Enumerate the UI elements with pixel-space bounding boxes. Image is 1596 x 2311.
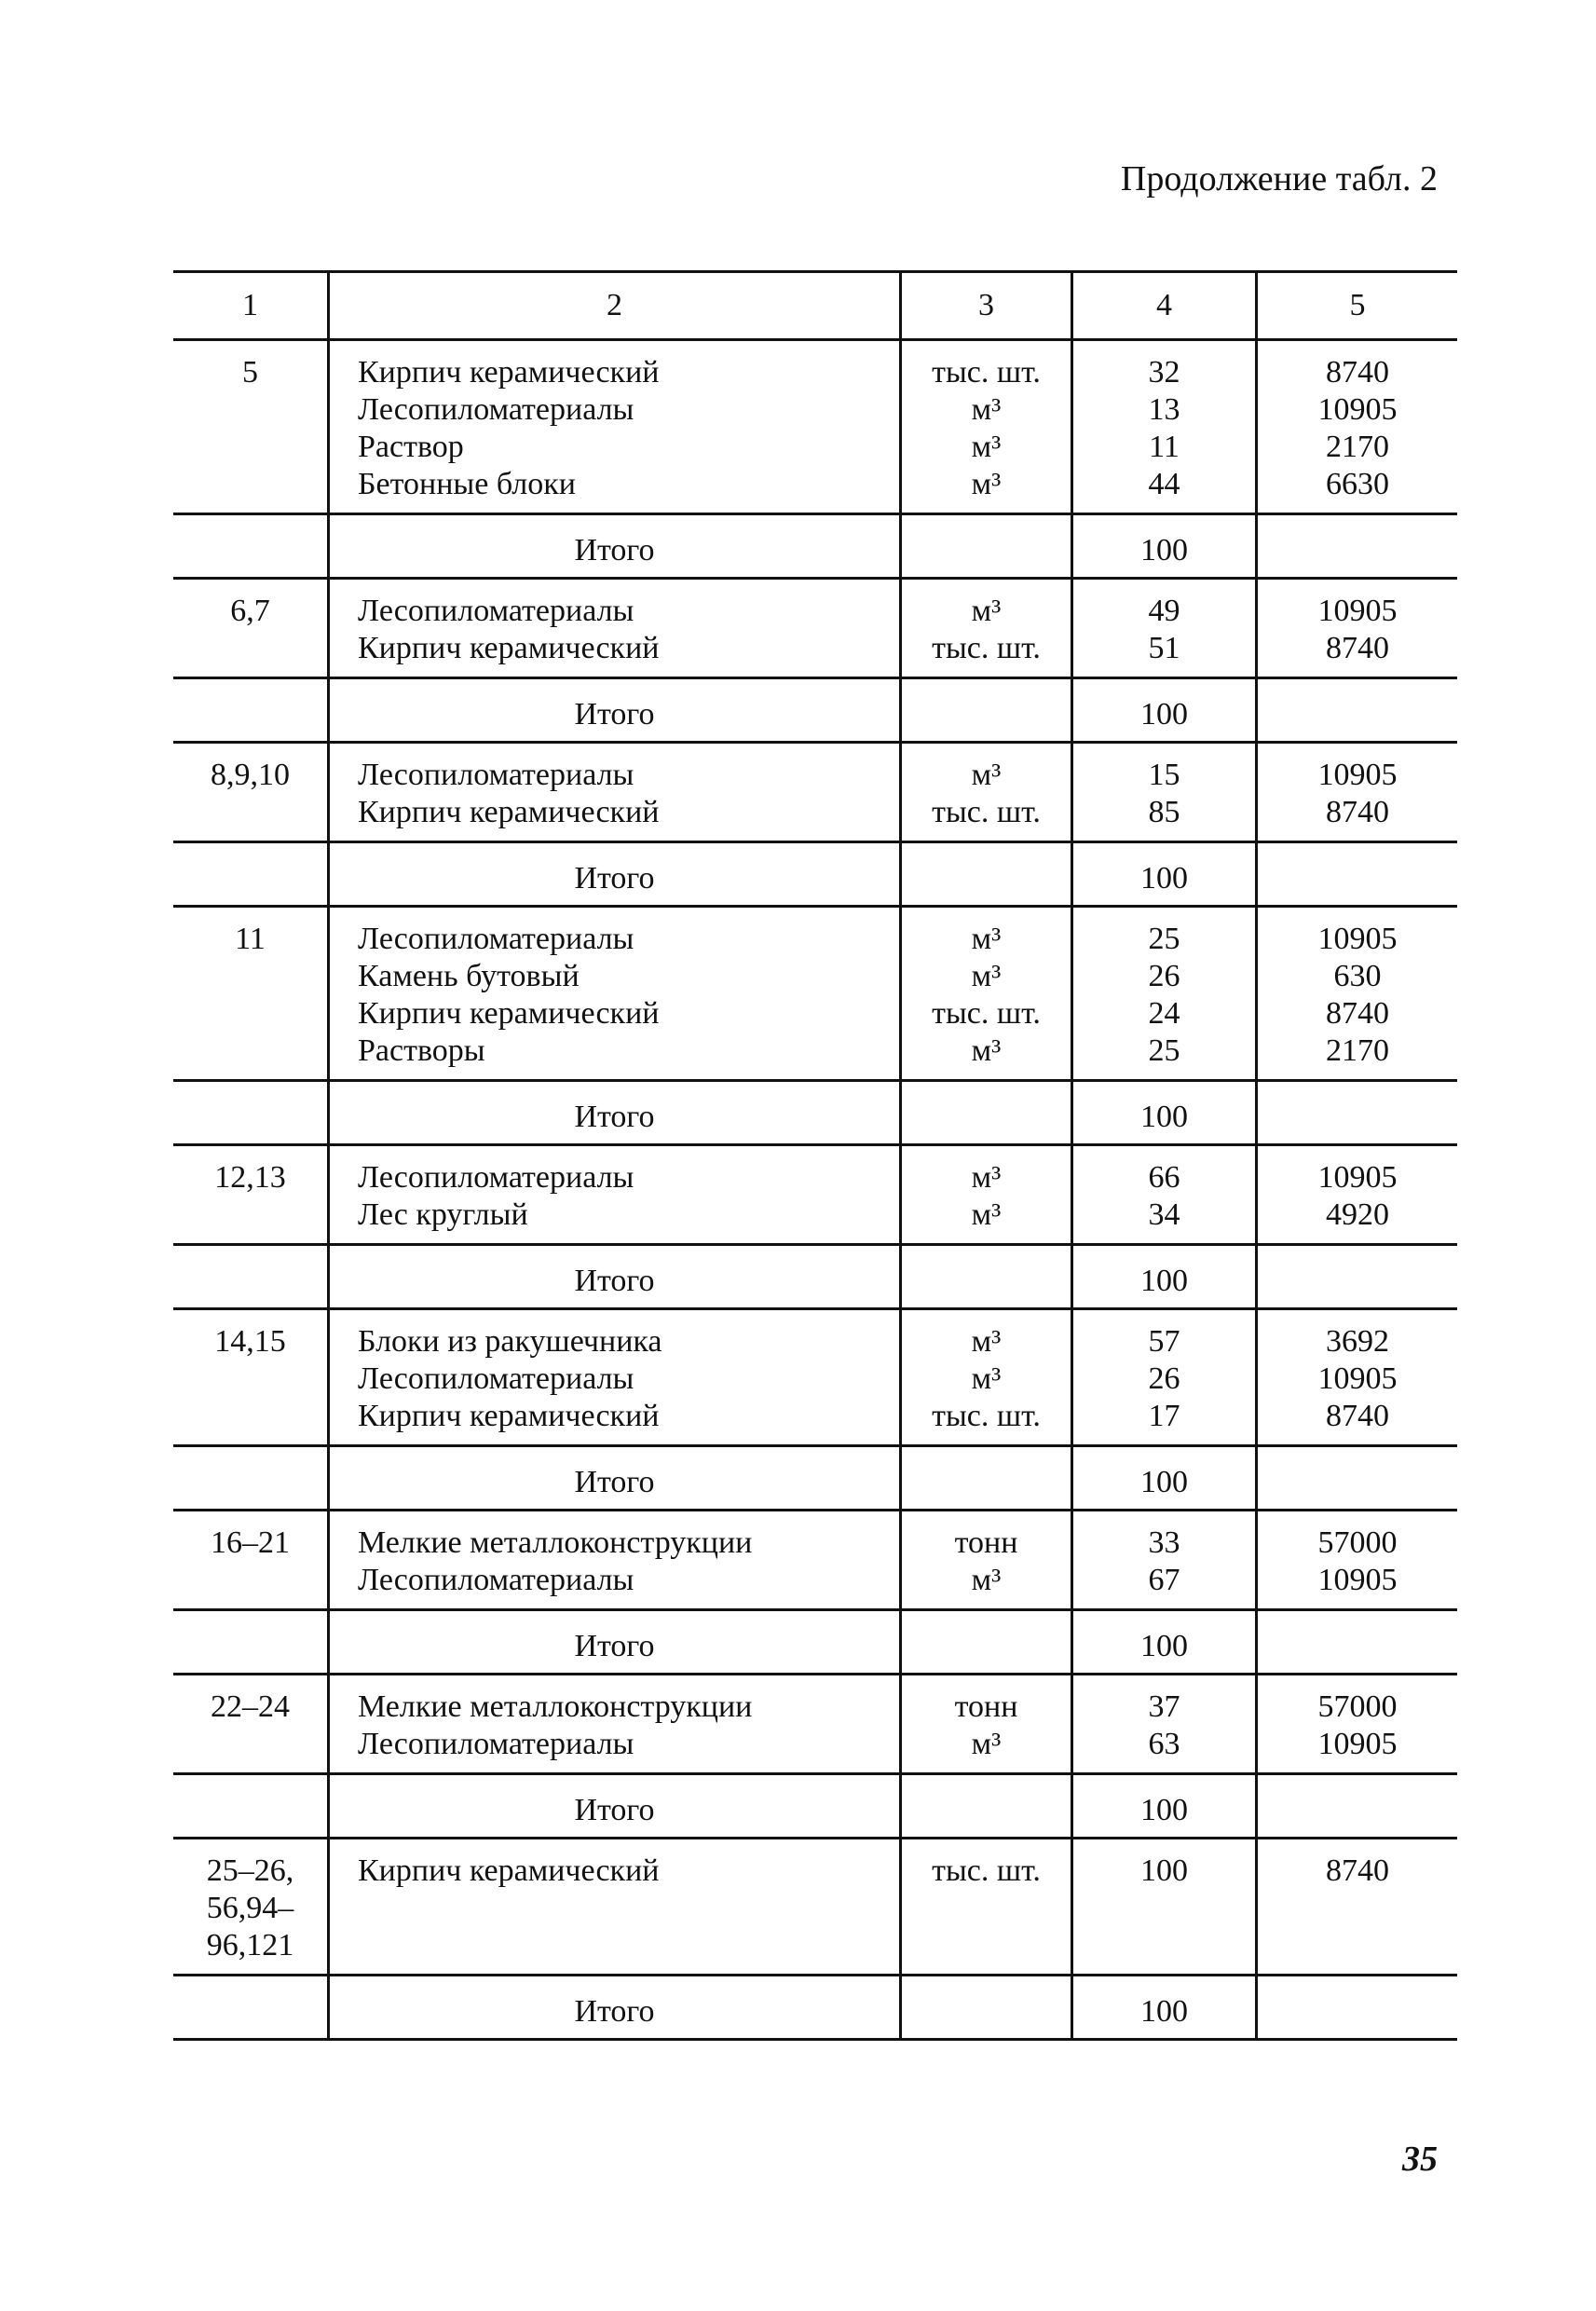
table-group bbox=[173, 341, 1457, 580]
header-cell: 1 bbox=[242, 288, 258, 322]
total-empty-cell bbox=[1255, 1611, 1457, 1673]
material-name: Раствор bbox=[358, 430, 464, 464]
total-empty-cell bbox=[1255, 1082, 1457, 1143]
table-group bbox=[173, 1146, 1457, 1310]
total-label: Итого bbox=[327, 1447, 899, 1509]
group-id: 25–26, 56,94– 96,121 bbox=[206, 1853, 294, 1962]
share-percent: 26 bbox=[1148, 959, 1180, 993]
total-empty-cell bbox=[1255, 1246, 1457, 1307]
price-value: 6630 bbox=[1326, 467, 1389, 501]
price-value: 2170 bbox=[1326, 430, 1389, 464]
price-value: 10905 bbox=[1317, 1160, 1398, 1195]
material-name: Лесопиломатериалы bbox=[358, 594, 634, 628]
share-percent: 15 bbox=[1148, 758, 1180, 792]
group-id: 11 bbox=[235, 922, 266, 956]
table-group bbox=[173, 744, 1457, 908]
share-percent: 63 bbox=[1148, 1727, 1180, 1761]
material-name: Лесопиломатериалы bbox=[358, 392, 634, 427]
material-name: Кирпич керамический bbox=[358, 795, 660, 829]
total-empty-cell bbox=[899, 515, 1071, 577]
group-id: 5 bbox=[242, 355, 258, 390]
material-name: Лесопиломатериалы bbox=[358, 1563, 634, 1597]
price-value: 4920 bbox=[1326, 1197, 1389, 1232]
unit: тыс. шт. bbox=[932, 1853, 1041, 1888]
unit: м³ bbox=[971, 392, 1002, 427]
total-empty-cell bbox=[1255, 1976, 1457, 2038]
share-percent: 32 bbox=[1148, 355, 1180, 390]
price-value-cell bbox=[1255, 1310, 1457, 1444]
total-empty-cell bbox=[899, 843, 1071, 905]
material-name-cell bbox=[327, 1146, 899, 1243]
total-row bbox=[173, 513, 1457, 577]
price-value: 8740 bbox=[1326, 1399, 1389, 1433]
price-value: 57000 bbox=[1317, 1689, 1398, 1724]
share-percent: 13 bbox=[1148, 392, 1180, 427]
unit: м³ bbox=[971, 467, 1002, 501]
price-value: 2170 bbox=[1326, 1033, 1389, 1068]
share-percent-cell bbox=[1071, 1675, 1255, 1772]
share-percent: 67 bbox=[1148, 1563, 1180, 1597]
share-percent: 37 bbox=[1148, 1689, 1180, 1724]
price-value: 630 bbox=[1333, 959, 1382, 993]
material-name-cell bbox=[327, 908, 899, 1079]
group-id-cell bbox=[173, 1675, 327, 1772]
total-empty-cell bbox=[173, 1447, 327, 1509]
price-value: 3692 bbox=[1326, 1324, 1389, 1359]
unit-cell bbox=[899, 1310, 1071, 1444]
table-body bbox=[173, 341, 1457, 2041]
unit: м³ bbox=[971, 1197, 1002, 1232]
share-percent: 34 bbox=[1148, 1197, 1180, 1232]
unit: тыс. шт. bbox=[932, 355, 1041, 390]
header-cell: 4 bbox=[1071, 273, 1255, 338]
unit-cell bbox=[899, 744, 1071, 841]
group-id-cell bbox=[173, 1839, 327, 1974]
unit: м³ bbox=[971, 959, 1002, 993]
unit: м³ bbox=[971, 430, 1002, 464]
share-percent: 57 bbox=[1148, 1324, 1180, 1359]
price-value: 8740 bbox=[1326, 1853, 1389, 1888]
table-group bbox=[173, 1839, 1457, 2041]
unit: м³ bbox=[971, 1324, 1002, 1359]
unit: м³ bbox=[971, 758, 1002, 792]
material-name-cell bbox=[327, 1675, 899, 1772]
share-percent: 17 bbox=[1148, 1399, 1180, 1433]
group-id: 8,9,10 bbox=[211, 758, 290, 792]
total-empty-cell bbox=[899, 1447, 1071, 1509]
total-row bbox=[173, 1444, 1457, 1509]
group-id: 16–21 bbox=[211, 1525, 290, 1560]
total-row bbox=[173, 1079, 1457, 1143]
group-id-cell bbox=[173, 1310, 327, 1444]
unit: тыс. шт. bbox=[932, 795, 1041, 829]
material-name-cell bbox=[327, 341, 899, 513]
price-value: 57000 bbox=[1317, 1525, 1398, 1560]
total-empty-cell bbox=[173, 1976, 327, 2038]
share-percent: 51 bbox=[1148, 631, 1180, 665]
material-name: Кирпич керамический bbox=[358, 1853, 660, 1888]
price-value-cell bbox=[1255, 1146, 1457, 1243]
unit: тыс. шт. bbox=[932, 631, 1041, 665]
share-percent-cell bbox=[1071, 1511, 1255, 1608]
total-label: Итого bbox=[327, 1775, 899, 1837]
material-name: Мелкие металлоконструкции bbox=[358, 1689, 753, 1724]
total-label: Итого bbox=[327, 843, 899, 905]
total-empty-cell bbox=[899, 1082, 1071, 1143]
price-value: 8740 bbox=[1326, 996, 1389, 1031]
table-row bbox=[173, 744, 1457, 841]
total-label: Итого bbox=[327, 1082, 899, 1143]
table-row bbox=[173, 341, 1457, 513]
table-caption: Продолжение табл. 2 bbox=[1120, 159, 1438, 198]
share-percent-cell bbox=[1071, 908, 1255, 1079]
group-id-cell bbox=[173, 744, 327, 841]
total-label: Итого bbox=[327, 1976, 899, 2038]
unit: м³ bbox=[971, 1160, 1002, 1195]
material-name-cell bbox=[327, 744, 899, 841]
price-value: 8740 bbox=[1326, 631, 1389, 665]
share-percent: 85 bbox=[1148, 795, 1180, 829]
total-empty-cell bbox=[899, 679, 1071, 741]
unit: м³ bbox=[971, 594, 1002, 628]
share-percent: 11 bbox=[1149, 430, 1180, 464]
total-empty-cell bbox=[1255, 1775, 1457, 1837]
total-label: Итого bbox=[327, 515, 899, 577]
total-empty-cell bbox=[173, 1082, 327, 1143]
share-percent: 44 bbox=[1148, 467, 1180, 501]
total-value: 100 bbox=[1071, 1775, 1255, 1837]
material-name: Лес круглый bbox=[358, 1197, 528, 1232]
unit: м³ bbox=[971, 1361, 1002, 1396]
unit-cell bbox=[899, 1511, 1071, 1608]
total-label: Итого bbox=[327, 1611, 899, 1673]
table-group bbox=[173, 580, 1457, 744]
total-row bbox=[173, 1608, 1457, 1673]
share-percent: 33 bbox=[1148, 1525, 1180, 1560]
unit-cell bbox=[899, 580, 1071, 677]
total-value: 100 bbox=[1071, 1246, 1255, 1307]
group-id-cell bbox=[173, 580, 327, 677]
page-number: 35 bbox=[1402, 2140, 1438, 2179]
total-empty-cell bbox=[899, 1976, 1071, 2038]
unit: тыс. шт. bbox=[932, 1399, 1041, 1433]
share-percent: 26 bbox=[1148, 1361, 1180, 1396]
total-empty-cell bbox=[1255, 679, 1457, 741]
material-name: Кирпич керамический bbox=[358, 631, 660, 665]
total-empty-cell bbox=[173, 679, 327, 741]
material-name-cell bbox=[327, 1839, 899, 1974]
table-row bbox=[173, 1310, 1457, 1444]
table-group bbox=[173, 1675, 1457, 1839]
group-id-cell bbox=[173, 908, 327, 1079]
material-name: Бетонные блоки bbox=[358, 467, 576, 501]
unit: м³ bbox=[971, 1563, 1002, 1597]
total-row bbox=[173, 677, 1457, 741]
price-value: 8740 bbox=[1326, 795, 1389, 829]
unit-cell bbox=[899, 1675, 1071, 1772]
header-cell: 5 bbox=[1255, 273, 1457, 338]
table-group bbox=[173, 1511, 1457, 1675]
share-percent-cell bbox=[1071, 1146, 1255, 1243]
unit: тонн bbox=[954, 1525, 1018, 1560]
price-value-cell bbox=[1255, 744, 1457, 841]
total-empty-cell bbox=[173, 843, 327, 905]
share-percent: 66 bbox=[1148, 1160, 1180, 1195]
total-empty-cell bbox=[173, 1246, 327, 1307]
material-name: Растворы bbox=[358, 1033, 485, 1068]
price-value-cell bbox=[1255, 908, 1457, 1079]
total-empty-cell bbox=[1255, 1447, 1457, 1509]
share-percent: 49 bbox=[1148, 594, 1180, 628]
unit-cell bbox=[899, 1839, 1071, 1974]
material-name: Камень бутовый bbox=[358, 959, 580, 993]
material-name: Кирпич керамический bbox=[358, 355, 660, 390]
header-cell: 3 bbox=[899, 273, 1071, 338]
total-row bbox=[173, 1772, 1457, 1837]
unit: тонн bbox=[954, 1689, 1018, 1724]
share-percent: 24 bbox=[1148, 996, 1180, 1031]
material-name: Лесопиломатериалы bbox=[358, 758, 634, 792]
group-id: 22–24 bbox=[211, 1689, 290, 1724]
total-value: 100 bbox=[1071, 1611, 1255, 1673]
total-row bbox=[173, 1974, 1457, 2038]
material-name-cell bbox=[327, 1310, 899, 1444]
group-id-cell bbox=[173, 1511, 327, 1608]
total-empty-cell bbox=[173, 1775, 327, 1837]
total-empty-cell bbox=[899, 1246, 1071, 1307]
total-empty-cell bbox=[1255, 843, 1457, 905]
total-value: 100 bbox=[1071, 515, 1255, 577]
share-percent-cell bbox=[1071, 744, 1255, 841]
total-empty-cell bbox=[173, 1611, 327, 1673]
table-row bbox=[173, 1511, 1457, 1608]
unit: м³ bbox=[971, 922, 1002, 956]
price-value-cell bbox=[1255, 1511, 1457, 1608]
material-name: Лесопиломатериалы bbox=[358, 1160, 634, 1195]
material-name: Лесопиломатериалы bbox=[358, 1727, 634, 1761]
total-empty-cell bbox=[899, 1611, 1071, 1673]
table-row bbox=[173, 1146, 1457, 1243]
price-value-cell bbox=[1255, 580, 1457, 677]
share-percent: 100 bbox=[1140, 1853, 1188, 1888]
price-value: 10905 bbox=[1317, 922, 1398, 956]
material-name: Кирпич керамический bbox=[358, 1399, 660, 1433]
materials-table bbox=[173, 270, 1457, 2041]
group-id-cell bbox=[173, 1146, 327, 1243]
share-percent: 25 bbox=[1148, 1033, 1180, 1068]
price-value: 8740 bbox=[1326, 355, 1389, 390]
total-label: Итого bbox=[327, 679, 899, 741]
group-id: 12,13 bbox=[214, 1160, 286, 1195]
unit-cell bbox=[899, 908, 1071, 1079]
total-value: 100 bbox=[1071, 679, 1255, 741]
material-name: Блоки из ракушечника bbox=[358, 1324, 662, 1359]
price-value-cell bbox=[1255, 341, 1457, 513]
unit: тыс. шт. bbox=[932, 996, 1041, 1031]
total-value: 100 bbox=[1071, 1082, 1255, 1143]
material-name: Кирпич керамический bbox=[358, 996, 660, 1031]
material-name-cell bbox=[327, 1511, 899, 1608]
price-value: 10905 bbox=[1317, 392, 1398, 427]
total-empty-cell bbox=[1255, 515, 1457, 577]
total-value: 100 bbox=[1071, 1447, 1255, 1509]
unit-cell bbox=[899, 1146, 1071, 1243]
unit: м³ bbox=[971, 1727, 1002, 1761]
table-header-row bbox=[173, 270, 1457, 341]
table-row bbox=[173, 1839, 1457, 1974]
material-name: Мелкие металлоконструкции bbox=[358, 1525, 753, 1560]
share-percent-cell bbox=[1071, 580, 1255, 677]
share-percent-cell bbox=[1071, 1839, 1255, 1974]
material-name: Лесопиломатериалы bbox=[358, 1361, 634, 1396]
unit-cell bbox=[899, 341, 1071, 513]
table-row bbox=[173, 1675, 1457, 1772]
table-group bbox=[173, 1310, 1457, 1511]
header-cell: 2 bbox=[327, 273, 899, 338]
price-value-cell bbox=[1255, 1839, 1457, 1974]
price-value: 10905 bbox=[1317, 1361, 1398, 1396]
group-id: 6,7 bbox=[230, 594, 270, 628]
price-value: 10905 bbox=[1317, 758, 1398, 792]
total-empty-cell bbox=[899, 1775, 1071, 1837]
unit: м³ bbox=[971, 1033, 1002, 1068]
share-percent-cell bbox=[1071, 341, 1255, 513]
table-group bbox=[173, 908, 1457, 1146]
total-label: Итого bbox=[327, 1246, 899, 1307]
group-id: 14,15 bbox=[214, 1324, 286, 1359]
group-id-cell bbox=[173, 341, 327, 513]
table-row bbox=[173, 580, 1457, 677]
total-row bbox=[173, 841, 1457, 905]
share-percent: 25 bbox=[1148, 922, 1180, 956]
total-row bbox=[173, 1243, 1457, 1307]
price-value: 10905 bbox=[1317, 1563, 1398, 1597]
material-name-cell bbox=[327, 580, 899, 677]
price-value: 10905 bbox=[1317, 1727, 1398, 1761]
total-value: 100 bbox=[1071, 1976, 1255, 2038]
material-name: Лесопиломатериалы bbox=[358, 922, 634, 956]
price-value-cell bbox=[1255, 1675, 1457, 1772]
total-value: 100 bbox=[1071, 843, 1255, 905]
total-empty-cell bbox=[173, 515, 327, 577]
table-row bbox=[173, 908, 1457, 1079]
share-percent-cell bbox=[1071, 1310, 1255, 1444]
price-value: 10905 bbox=[1317, 594, 1398, 628]
